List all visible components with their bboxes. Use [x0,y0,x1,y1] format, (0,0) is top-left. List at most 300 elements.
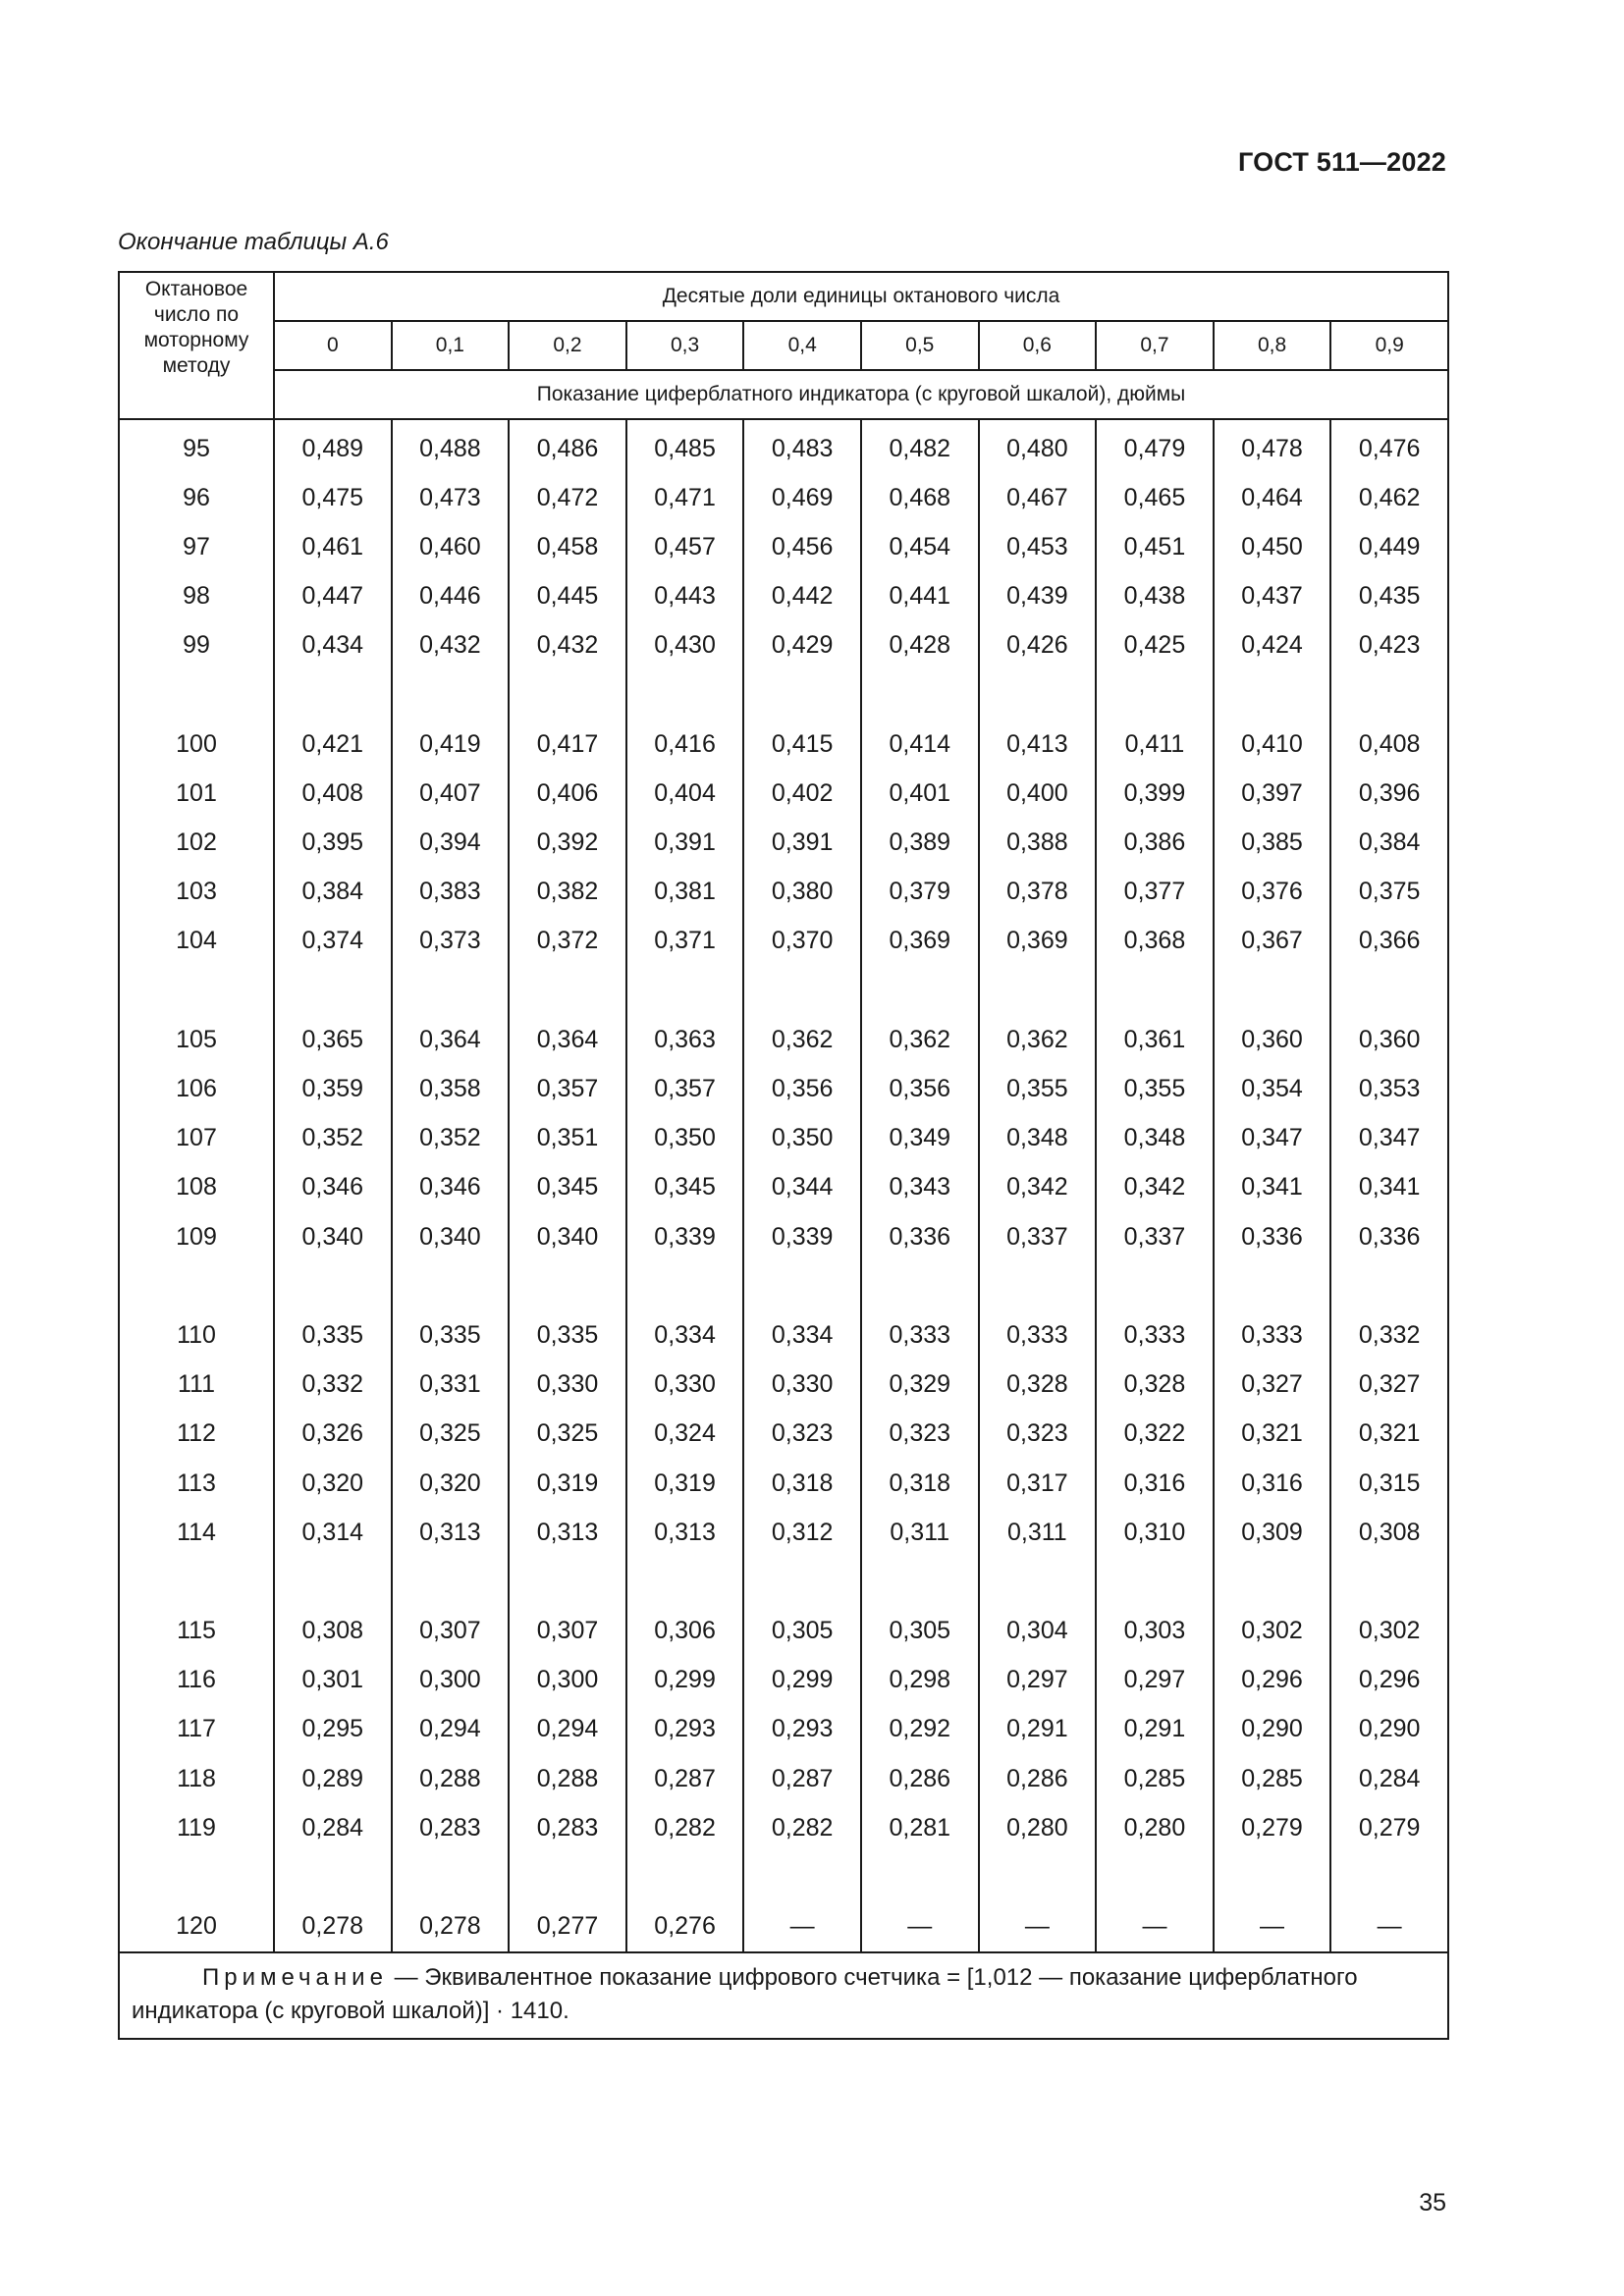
reading-cell: 0,483 [743,419,861,473]
table-row [119,1803,1448,1852]
table-row [119,1508,1448,1557]
spacer-cell [743,670,861,720]
spacer-cell [274,966,392,1015]
reading-cell: 0,330 [743,1361,861,1410]
spacer-cell [509,670,626,720]
reading-cell: 0,479 [1096,419,1214,473]
reading-cell: 0,287 [626,1754,744,1803]
reading-cell: 0,461 [274,522,392,571]
reading-cell: 0,407 [392,769,510,818]
reading-cell: 0,281 [861,1803,979,1852]
reading-cell: 0,350 [743,1114,861,1163]
reading-cell: 0,284 [274,1803,392,1852]
reading-cell: 0,300 [392,1656,510,1705]
table-row [119,819,1448,868]
reading-cell: 0,290 [1214,1705,1331,1754]
note-text: — Эквивалентное показание цифрового счетчика = [1,012 — показание циферблатного индикатора (с круговой шкалой)] · 1410. [132,1963,1358,2024]
reading-cell: 0,379 [861,868,979,917]
reading-cell: 0,369 [861,917,979,966]
reading-cell: 0,302 [1214,1607,1331,1656]
table-row [119,868,1448,917]
reading-cell: 0,445 [509,572,626,621]
reading-cell: 0,421 [274,720,392,769]
table-row [119,621,1448,670]
reading-cell: 0,428 [861,621,979,670]
reading-cell: 0,315 [1330,1459,1448,1508]
reading-cell: 0,458 [509,522,626,571]
spacer-cell [1214,670,1331,720]
reading-cell: 0,357 [509,1064,626,1113]
reading-cell: 0,383 [392,868,510,917]
reading-cell: 0,337 [979,1212,1097,1261]
reading-cell: 0,486 [509,419,626,473]
reading-cell: 0,339 [626,1212,744,1261]
reading-cell: 0,435 [1330,572,1448,621]
reading-cell: 0,367 [1214,917,1331,966]
reading-cell: 0,377 [1096,868,1214,917]
column-header: 0,6 [979,321,1097,370]
spacer-cell [1214,966,1331,1015]
reading-cell: 0,473 [392,473,510,522]
group-spacer-row [119,670,1448,720]
spacer-cell [626,1852,744,1901]
reading-cell: 0,439 [979,572,1097,621]
reading-cell: 0,295 [274,1705,392,1754]
octane-number-cell: 95 [119,419,274,473]
reading-cell: 0,305 [861,1607,979,1656]
reading-cell: 0,342 [1096,1163,1214,1212]
table-caption: Окончание таблицы А.6 [118,229,389,255]
reading-cell: 0,337 [1096,1212,1214,1261]
reading-cell: 0,292 [861,1705,979,1754]
reading-cell: 0,332 [1330,1310,1448,1360]
reading-cell: 0,381 [626,868,744,917]
reading-cell: 0,325 [509,1410,626,1459]
reading-cell: 0,310 [1096,1508,1214,1557]
octane-number-cell: 99 [119,621,274,670]
reading-cell: 0,360 [1330,1015,1448,1064]
reading-cell: 0,348 [1096,1114,1214,1163]
reading-cell: 0,324 [626,1410,744,1459]
column-header: 0,4 [743,321,861,370]
reading-cell: 0,384 [274,868,392,917]
reading-cell: 0,362 [861,1015,979,1064]
reading-cell: 0,328 [1096,1361,1214,1410]
reading-cell: 0,475 [274,473,392,522]
reading-cell: 0,311 [979,1508,1097,1557]
reading-cell: 0,469 [743,473,861,522]
reading-cell: 0,371 [626,917,744,966]
reading-cell: 0,345 [509,1163,626,1212]
reading-cell: 0,276 [626,1902,744,1952]
reading-cell: 0,389 [861,819,979,868]
reading-cell: 0,278 [274,1902,392,1952]
table-row [119,769,1448,818]
octane-number-cell: 97 [119,522,274,571]
reading-cell: 0,284 [1330,1754,1448,1803]
reading-cell: 0,404 [626,769,744,818]
column-header: 0 [274,321,392,370]
reading-cell: 0,351 [509,1114,626,1163]
reading-cell: 0,375 [1330,868,1448,917]
reading-cell: 0,277 [509,1902,626,1952]
spacer-cell [119,1261,274,1310]
reading-cell: 0,358 [392,1064,510,1113]
reading-cell: 0,352 [392,1114,510,1163]
note-label: Примечание [202,1963,388,1991]
reading-cell: 0,410 [1214,720,1331,769]
reading-cell: 0,340 [274,1212,392,1261]
reading-cell: 0,313 [392,1508,510,1557]
column-header: 0,3 [626,321,744,370]
reading-cell: 0,296 [1330,1656,1448,1705]
table-row [119,1656,1448,1705]
table-row [119,1015,1448,1064]
table-row [119,1410,1448,1459]
reading-cell: 0,359 [274,1064,392,1113]
table-row [119,1705,1448,1754]
table-row [119,917,1448,966]
group-spacer-row [119,1557,1448,1606]
reading-cell: 0,415 [743,720,861,769]
reading-cell: — [861,1902,979,1952]
reading-cell: 0,308 [1330,1508,1448,1557]
spacer-cell [626,966,744,1015]
reading-cell: 0,362 [979,1015,1097,1064]
spacer-cell [392,1557,510,1606]
reading-cell: 0,443 [626,572,744,621]
reading-cell: 0,323 [861,1410,979,1459]
reading-cell: 0,313 [509,1508,626,1557]
spacer-cell [1096,966,1214,1015]
octane-number-cell: 98 [119,572,274,621]
reading-cell: 0,357 [626,1064,744,1113]
reading-cell: 0,329 [861,1361,979,1410]
spacer-cell [979,1852,1097,1901]
reading-cell: 0,386 [1096,819,1214,868]
row-header-octane: Октановое число по моторному методу [119,272,274,419]
spacer-cell [1096,1852,1214,1901]
octane-number-cell: 101 [119,769,274,818]
reading-cell: 0,286 [979,1754,1097,1803]
reading-cell: 0,320 [392,1459,510,1508]
reading-cell: 0,478 [1214,419,1331,473]
reading-cell: 0,437 [1214,572,1331,621]
reading-cell: 0,280 [979,1803,1097,1852]
octane-number-cell: 116 [119,1656,274,1705]
reading-cell: 0,321 [1330,1410,1448,1459]
reading-cell: 0,424 [1214,621,1331,670]
reading-cell: 0,453 [979,522,1097,571]
table-row [119,1064,1448,1113]
spacer-cell [743,966,861,1015]
reading-cell: 0,293 [626,1705,744,1754]
reading-cell: 0,349 [861,1114,979,1163]
octane-number-cell: 100 [119,720,274,769]
spacer-cell [626,670,744,720]
reading-cell: 0,432 [509,621,626,670]
reading-cell: 0,460 [392,522,510,571]
reading-cell: 0,399 [1096,769,1214,818]
octane-number-cell: 120 [119,1902,274,1952]
reading-cell: 0,304 [979,1607,1097,1656]
spacer-cell [1330,1557,1448,1606]
octane-number-cell: 114 [119,1508,274,1557]
reading-cell: 0,319 [626,1459,744,1508]
reading-cell: 0,471 [626,473,744,522]
reading-cell: 0,467 [979,473,1097,522]
reading-cell: 0,288 [509,1754,626,1803]
reading-cell: 0,480 [979,419,1097,473]
reading-cell: 0,489 [274,419,392,473]
reading-cell: 0,318 [861,1459,979,1508]
reading-cell: 0,306 [626,1607,744,1656]
reading-cell: 0,332 [274,1361,392,1410]
reading-cell: 0,449 [1330,522,1448,571]
reading-cell: 0,462 [1330,473,1448,522]
octane-number-cell: 105 [119,1015,274,1064]
reading-cell: 0,282 [743,1803,861,1852]
spacer-cell [861,1557,979,1606]
octane-number-cell: 112 [119,1410,274,1459]
reading-cell: 0,334 [626,1310,744,1360]
reading-cell: 0,294 [392,1705,510,1754]
reading-cell: 0,323 [979,1410,1097,1459]
reading-cell: 0,321 [1214,1410,1331,1459]
column-header: 0,1 [392,321,510,370]
spacer-cell [1096,1557,1214,1606]
spacer-cell [1096,1261,1214,1310]
reading-cell: 0,279 [1330,1803,1448,1852]
table-row [119,1114,1448,1163]
reading-cell: 0,362 [743,1015,861,1064]
reading-cell: 0,356 [743,1064,861,1113]
page-number: 35 [1419,2189,1446,2216]
reading-cell: 0,414 [861,720,979,769]
table-body [119,419,1448,1952]
column-header: 0,9 [1330,321,1448,370]
reading-cell: 0,355 [1096,1064,1214,1113]
table-row [119,572,1448,621]
reading-cell: 0,356 [861,1064,979,1113]
reading-cell: — [1330,1902,1448,1952]
spacer-cell [274,1261,392,1310]
reading-cell: 0,373 [392,917,510,966]
reading-cell: 0,293 [743,1705,861,1754]
reading-cell: 0,417 [509,720,626,769]
table-row [119,1902,1448,1952]
spacer-cell [509,1852,626,1901]
reading-cell: 0,426 [979,621,1097,670]
spacer-cell [979,670,1097,720]
octane-number-cell: 102 [119,819,274,868]
spacer-cell [274,1852,392,1901]
reading-cell: 0,297 [979,1656,1097,1705]
group-spacer-row [119,1852,1448,1901]
reading-cell: 0,287 [743,1754,861,1803]
reading-cell: 0,457 [626,522,744,571]
reading-cell: 0,392 [509,819,626,868]
reading-cell: 0,316 [1096,1459,1214,1508]
reading-cell: 0,316 [1214,1459,1331,1508]
spacer-cell [509,966,626,1015]
reading-cell: — [743,1902,861,1952]
reading-cell: 0,378 [979,868,1097,917]
reading-cell: 0,307 [392,1607,510,1656]
reading-cell: 0,425 [1096,621,1214,670]
reading-cell: 0,285 [1096,1754,1214,1803]
spacer-cell [1330,1261,1448,1310]
reading-cell: 0,352 [274,1114,392,1163]
spacer-cell [392,966,510,1015]
reading-cell: 0,430 [626,621,744,670]
reading-cell: 0,365 [274,1015,392,1064]
reading-cell: 0,283 [392,1803,510,1852]
spacer-cell [626,1261,744,1310]
spacer-cell [119,1852,274,1901]
reading-cell: 0,488 [392,419,510,473]
reading-cell: 0,299 [626,1656,744,1705]
reading-cell: 0,307 [509,1607,626,1656]
reading-cell: 0,294 [509,1705,626,1754]
table-note [119,1952,1448,2039]
reading-cell: 0,335 [274,1310,392,1360]
reading-cell: 0,279 [1214,1803,1331,1852]
spacer-cell [274,670,392,720]
spacer-cell [509,1557,626,1606]
reading-cell: 0,350 [626,1114,744,1163]
spacer-cell [119,670,274,720]
reading-cell: 0,322 [1096,1410,1214,1459]
reading-cell: 0,384 [1330,819,1448,868]
spacer-cell [392,1261,510,1310]
table-row [119,522,1448,571]
reading-cell: 0,354 [1214,1064,1331,1113]
reading-cell: 0,370 [743,917,861,966]
spacer-cell [1214,1852,1331,1901]
spacer-cell [1214,1261,1331,1310]
table-row [119,1361,1448,1410]
reading-cell: 0,331 [392,1361,510,1410]
spacer-cell [626,1557,744,1606]
spacer-cell [861,670,979,720]
table-row [119,1754,1448,1803]
reading-cell: 0,335 [509,1310,626,1360]
octane-number-cell: 109 [119,1212,274,1261]
spacer-cell [1096,670,1214,720]
spacer-cell [743,1852,861,1901]
reading-cell: 0,485 [626,419,744,473]
reading-cell: 0,283 [509,1803,626,1852]
reading-cell: 0,416 [626,720,744,769]
reading-cell: 0,299 [743,1656,861,1705]
reading-cell: 0,456 [743,522,861,571]
reading-cell: 0,343 [861,1163,979,1212]
reading-cell: 0,302 [1330,1607,1448,1656]
reading-cell: 0,325 [392,1410,510,1459]
spacer-cell [392,670,510,720]
reading-cell: 0,285 [1214,1754,1331,1803]
reading-cell: 0,376 [1214,868,1331,917]
reading-cell: 0,382 [509,868,626,917]
reading-cell: 0,309 [1214,1508,1331,1557]
reading-cell: 0,340 [392,1212,510,1261]
reading-cell: 0,374 [274,917,392,966]
octane-number-cell: 115 [119,1607,274,1656]
table-row [119,1459,1448,1508]
reading-cell: 0,280 [1096,1803,1214,1852]
reading-cell: 0,330 [509,1361,626,1410]
reading-cell: 0,369 [979,917,1097,966]
reading-cell: 0,278 [392,1902,510,1952]
reading-cell: 0,468 [861,473,979,522]
reading-cell: 0,311 [861,1508,979,1557]
reading-cell: 0,289 [274,1754,392,1803]
spacer-cell [509,1261,626,1310]
reading-cell: 0,291 [1096,1705,1214,1754]
reading-cell: 0,429 [743,621,861,670]
reading-cell: 0,344 [743,1163,861,1212]
reading-cell: 0,297 [1096,1656,1214,1705]
reading-cell: 0,464 [1214,473,1331,522]
reading-cell: 0,305 [743,1607,861,1656]
reading-cell: 0,342 [979,1163,1097,1212]
reading-cell: 0,451 [1096,522,1214,571]
reading-cell: 0,320 [274,1459,392,1508]
reading-cell: 0,355 [979,1064,1097,1113]
reading-cell: 0,402 [743,769,861,818]
spacer-cell [1330,966,1448,1015]
reading-cell: 0,353 [1330,1064,1448,1113]
reading-cell: 0,394 [392,819,510,868]
reading-cell: 0,472 [509,473,626,522]
reading-cell: 0,333 [979,1310,1097,1360]
spacer-cell [979,1557,1097,1606]
table-row [119,1607,1448,1656]
reading-cell: 0,347 [1214,1114,1331,1163]
reading-cell: 0,397 [1214,769,1331,818]
reading-cell: 0,476 [1330,419,1448,473]
spacer-cell [119,966,274,1015]
reading-cell: 0,312 [743,1508,861,1557]
reading-cell: 0,450 [1214,522,1331,571]
reading-cell: 0,348 [979,1114,1097,1163]
reading-cell: 0,339 [743,1212,861,1261]
column-header: 0,5 [861,321,979,370]
reading-cell: 0,318 [743,1459,861,1508]
reading-cell: 0,401 [861,769,979,818]
reading-cell: 0,314 [274,1508,392,1557]
reading-cell: 0,303 [1096,1607,1214,1656]
reading-cell: 0,346 [392,1163,510,1212]
reading-cell: 0,336 [1214,1212,1331,1261]
reading-cell: 0,319 [509,1459,626,1508]
reading-cell: 0,368 [1096,917,1214,966]
spacer-cell [743,1557,861,1606]
reading-cell: 0,340 [509,1212,626,1261]
reading-cell: 0,308 [274,1607,392,1656]
group-spacer-row [119,966,1448,1015]
reading-cell: 0,335 [392,1310,510,1360]
reading-cell: 0,313 [626,1508,744,1557]
octane-number-cell: 107 [119,1114,274,1163]
octane-number-cell: 111 [119,1361,274,1410]
octane-table [118,271,1449,2040]
column-header: 0,8 [1214,321,1331,370]
group-spacer-row [119,1261,1448,1310]
reading-cell: — [979,1902,1097,1952]
reading-cell: 0,341 [1330,1163,1448,1212]
